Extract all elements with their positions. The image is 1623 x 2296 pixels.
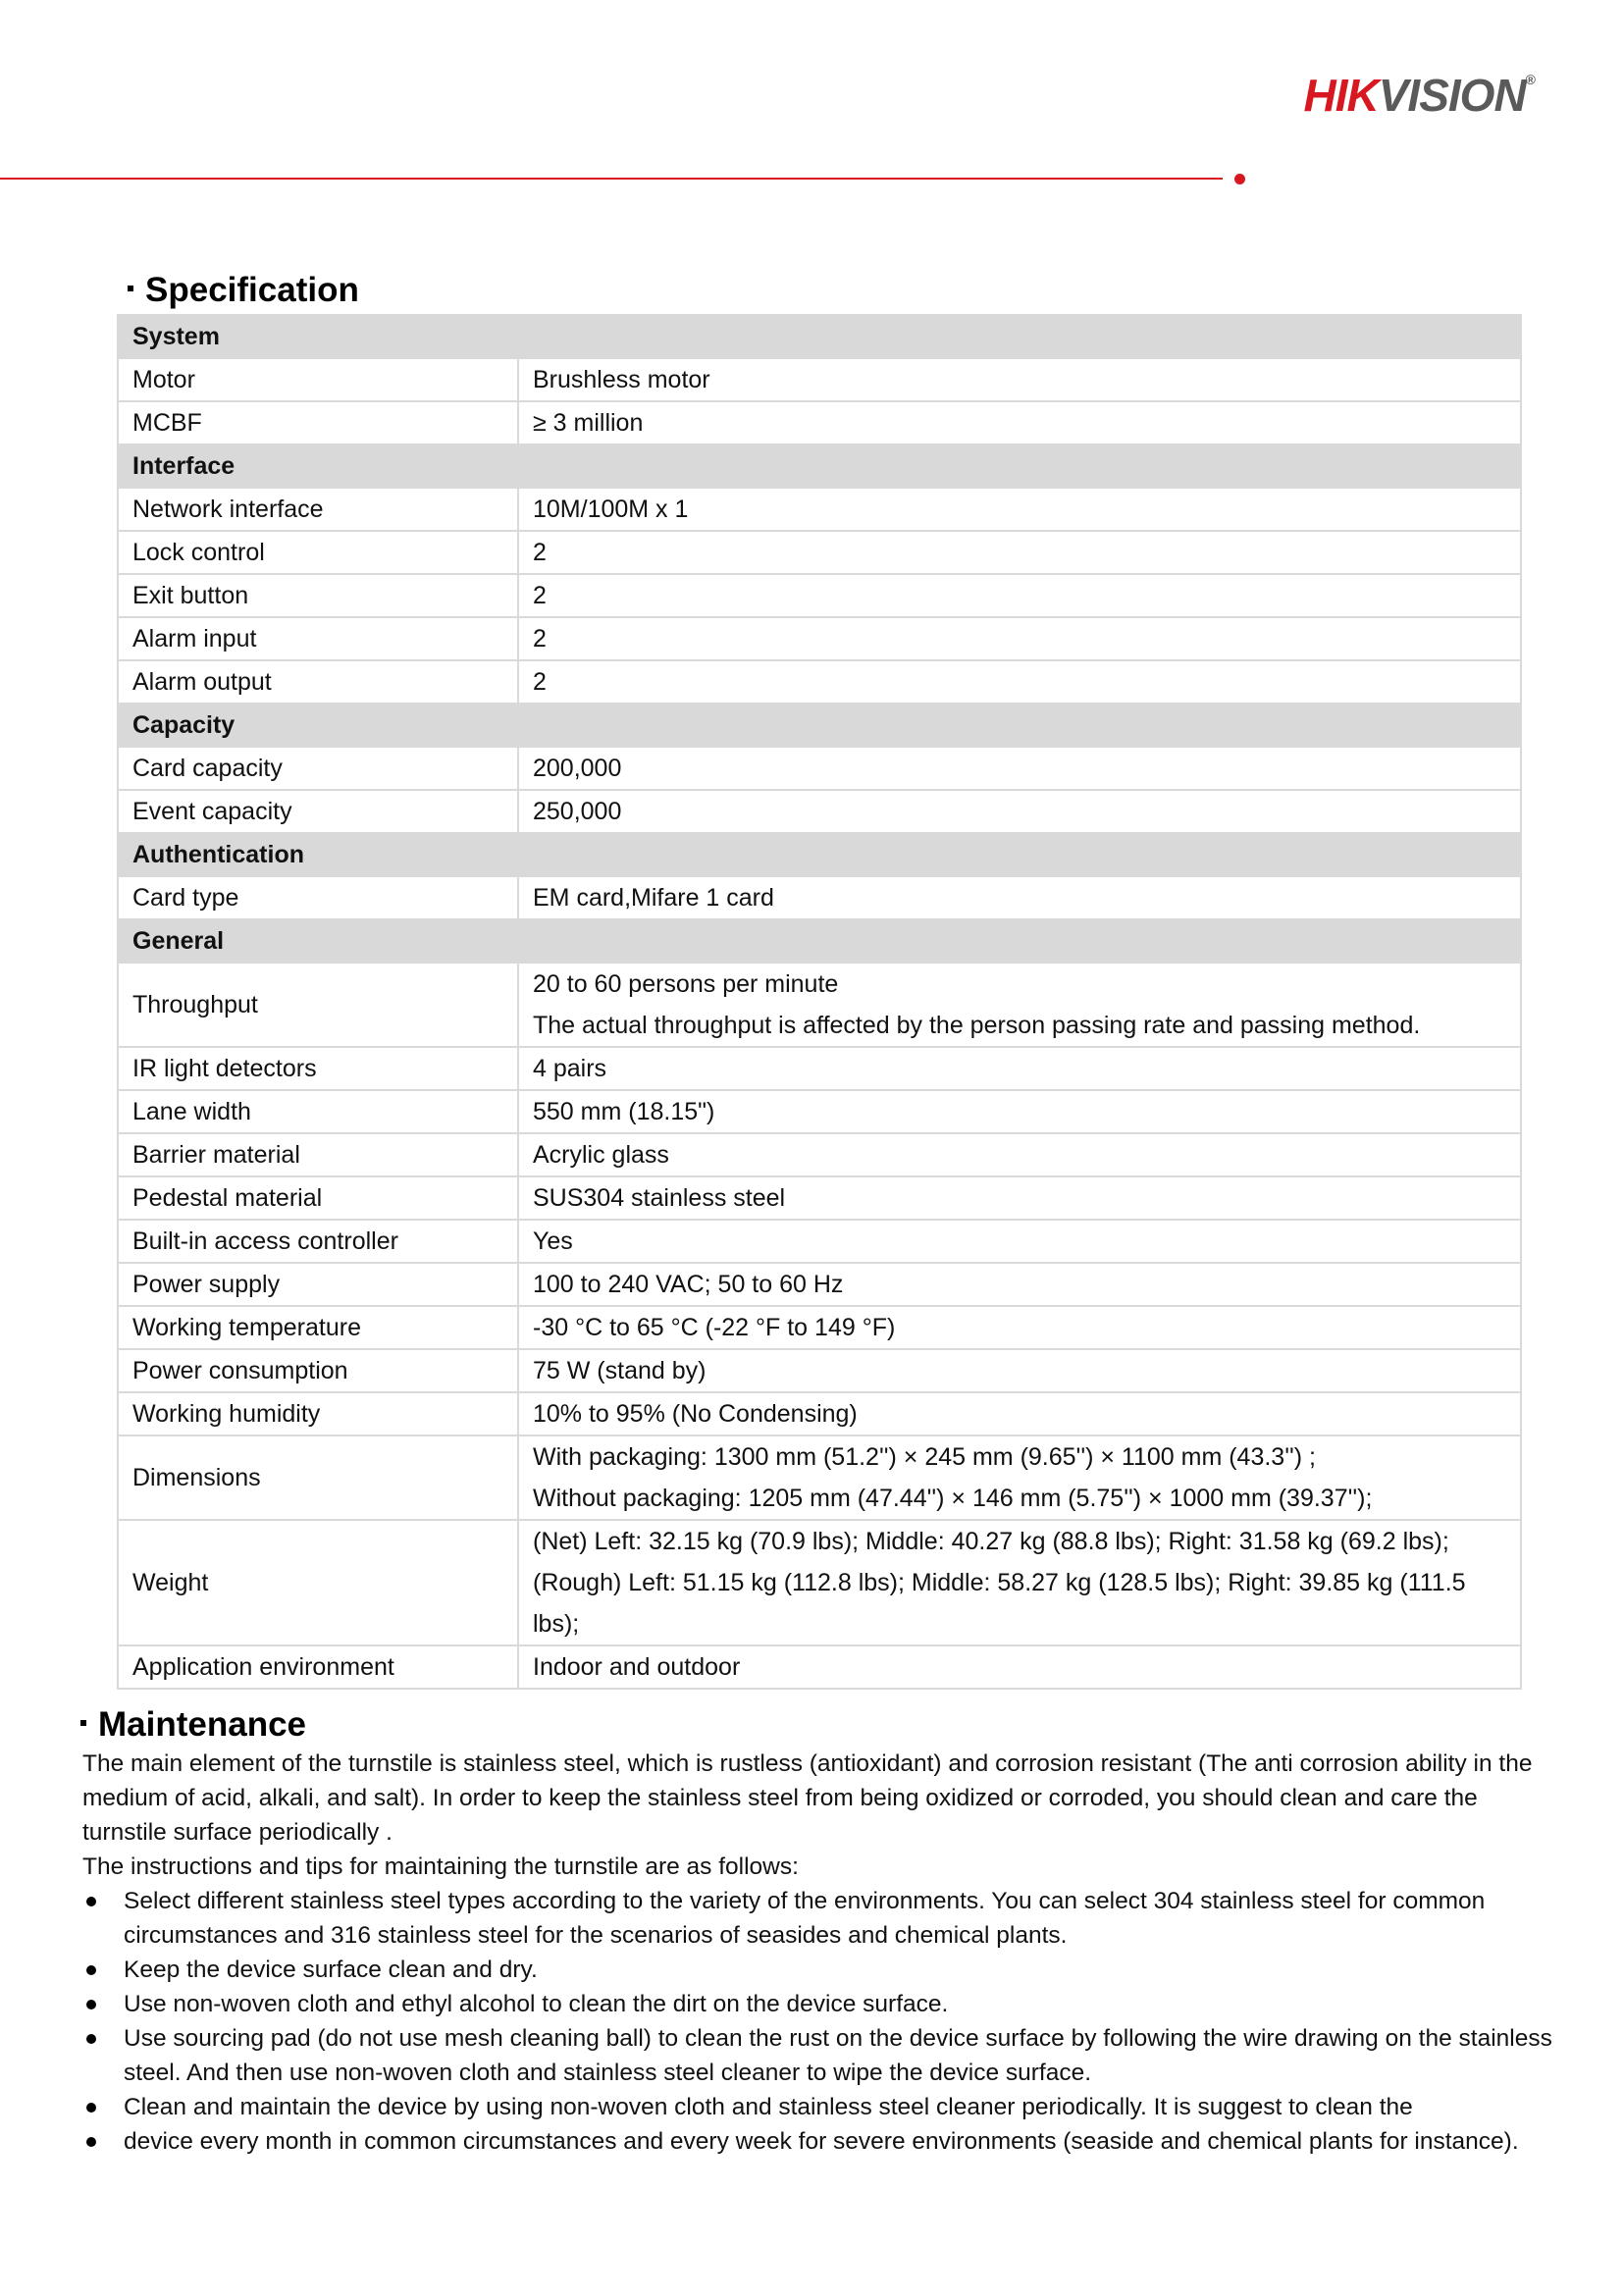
spec-group-row [118,919,1521,963]
spec-value-line: 2 [533,539,547,566]
spec-row [118,660,1521,704]
spec-row [118,401,1521,444]
spec-value [518,1392,1521,1435]
heading-square-icon [80,1720,86,1726]
spec-row [118,1047,1521,1090]
spec-row [118,1090,1521,1133]
spec-group-label: Authentication [118,833,518,876]
heading-square-icon [128,286,133,291]
spec-group-row [118,315,1521,358]
spec-label: Alarm input [118,617,518,660]
spec-value-line: 250,000 [533,798,622,825]
spec-value [518,531,1521,574]
spec-value-line: EM card,Mifare 1 card [533,884,774,912]
spec-row [118,531,1521,574]
spec-value-line: Indoor and outdoor [533,1653,741,1681]
spec-value-line: 20 to 60 persons per minute [533,970,839,998]
spec-label: Lane width [118,1090,518,1133]
spec-label: Network interface [118,488,518,531]
spec-label: IR light detectors [118,1047,518,1090]
spec-value-line: 200,000 [533,755,622,782]
bullet-icon [86,2137,96,2147]
maintenance-list-item [82,2090,1554,2124]
spec-row [118,876,1521,919]
maintenance-list-text: Use sourcing pad (do not use mesh cleaning ball) to clean the rust on the device surface by following the wire drawing on the stainless steel. And then use non-woven cloth and stainless steel cleaner to wipe the device surface. [124,2025,1552,2086]
spec-value-line: 100 to 240 VAC; 50 to 60 Hz [533,1271,844,1298]
spec-group-row [118,833,1521,876]
spec-row [118,790,1521,833]
spec-group-empty-cell [518,704,1521,747]
spec-value [518,1047,1521,1090]
maintenance-paragraph: The instructions and tips for maintaining the turnstile are as follows: [82,1853,799,1880]
spec-value-line: ≥ 3 million [533,409,644,437]
spec-row [118,1392,1521,1435]
spec-label: Power supply [118,1263,518,1306]
spec-label: MCBF [118,401,518,444]
spec-value [518,876,1521,919]
specification-heading [128,271,359,310]
spec-group-empty-cell [518,919,1521,963]
logo-gray-text: VISION [1378,70,1526,121]
maintenance-paragraph: The main element of the turnstile is stainless steel, which is rustless (antioxidant) and corrosion resistant (The anti corrosion ability in the medium of acid, alkali, and salt). In order to keep the stainless steel from being oxidized or corroded, you should clean and care the turnstile surface periodically . [82,1750,1533,1846]
spec-label: Throughput [118,963,518,1047]
spec-value-line: lbs); [533,1610,580,1638]
spec-value-line: 75 W (stand by) [533,1357,707,1384]
spec-row [118,1645,1521,1689]
spec-value-line: -30 °C to 65 °C (-22 °F to 149 °F) [533,1314,896,1341]
maintenance-list-text: Select different stainless steel types according to the variety of the environments. You can select 304 stainless steel for common circumstances and 316 stainless steel for the scenarios of seasides and chemical plants. [124,1888,1486,1949]
spec-value-line: Yes [533,1227,573,1255]
spec-row [118,747,1521,790]
spec-value [518,660,1521,704]
spec-group-empty-cell [518,315,1521,358]
spec-value [518,1306,1521,1349]
header-rule-dot [1234,174,1245,184]
spec-label: Exit button [118,574,518,617]
spec-row [118,1263,1521,1306]
spec-label: Lock control [118,531,518,574]
spec-label: Working temperature [118,1306,518,1349]
spec-value-line: SUS304 stainless steel [533,1184,786,1212]
maintenance-list-text: Use non-woven cloth and ethyl alcohol to clean the dirt on the device surface. [124,1991,949,2017]
bullet-icon [86,2000,96,2009]
spec-label: Dimensions [118,1435,518,1520]
maintenance-list-item [82,1884,1554,1953]
spec-row [118,963,1521,1047]
spec-value-line: (Net) Left: 32.15 kg (70.9 lbs); Middle: 40.27 kg (88.8 lbs); Right: 31.58 kg (69.2 lbs); [533,1528,1449,1555]
spec-value [518,574,1521,617]
spec-value-line: Acrylic glass [533,1141,669,1169]
maintenance-list-text: Keep the device surface clean and dry. [124,1957,538,1983]
spec-value [518,1133,1521,1176]
maintenance-list-text: Clean and maintain the device by using non-woven cloth and stainless steel cleaner periodically. It is suggest to clean the [124,2094,1413,2120]
spec-label: Motor [118,358,518,401]
spec-value-line: Brushless motor [533,366,710,393]
spec-value [518,1349,1521,1392]
spec-row [118,574,1521,617]
spec-value [518,1435,1521,1520]
specification-heading-text: Specification [145,271,359,309]
spec-value [518,1090,1521,1133]
maintenance-paragraphs [82,1747,1554,1884]
maintenance-section [82,1747,1554,2159]
spec-value [518,1645,1521,1689]
registered-mark: ® [1525,72,1535,87]
maintenance-list-item [82,2021,1554,2090]
spec-row [118,1349,1521,1392]
specification-table [117,314,1522,1690]
spec-value [518,1220,1521,1263]
bullet-icon [86,1897,96,1906]
spec-value-line: The actual throughput is affected by the person passing rate and passing method. [533,1012,1421,1039]
spec-label: Power consumption [118,1349,518,1392]
header-rule [0,178,1223,180]
spec-group-row [118,704,1521,747]
spec-value [518,1176,1521,1220]
spec-label: Card capacity [118,747,518,790]
hikvision-logo [1303,70,1536,121]
spec-value-line: 4 pairs [533,1055,607,1082]
spec-group-row [118,444,1521,488]
spec-label: Event capacity [118,790,518,833]
spec-row [118,1220,1521,1263]
spec-label: Application environment [118,1645,518,1689]
spec-value-line: 10% to 95% (No Condensing) [533,1400,858,1428]
spec-value [518,790,1521,833]
spec-group-label: Capacity [118,704,518,747]
spec-row [118,1520,1521,1645]
spec-row [118,1435,1521,1520]
spec-row [118,1306,1521,1349]
maintenance-list-text: device every month in common circumstances and every week for severe environments (seaside and chemical plants for instance). [124,2128,1519,2155]
spec-row [118,1133,1521,1176]
specification-table-body [118,315,1521,1689]
bullet-icon [86,1965,96,1975]
spec-label: Barrier material [118,1133,518,1176]
spec-row [118,1176,1521,1220]
spec-value [518,617,1521,660]
spec-value [518,488,1521,531]
maintenance-list-item [82,2124,1554,2159]
maintenance-list-item [82,1953,1554,1987]
spec-group-label: General [118,919,518,963]
maintenance-list [82,1884,1554,2159]
spec-label: Alarm output [118,660,518,704]
spec-label: Pedestal material [118,1176,518,1220]
spec-value-line: With packaging: 1300 mm (51.2'') × 245 mm (9.65'') × 1100 mm (43.3'') ; [533,1443,1316,1471]
spec-group-label: Interface [118,444,518,488]
spec-row [118,488,1521,531]
spec-value [518,747,1521,790]
spec-value-line: 2 [533,582,547,609]
spec-row [118,358,1521,401]
spec-value-line: 10M/100M x 1 [533,496,689,523]
spec-value [518,1520,1521,1645]
spec-group-empty-cell [518,444,1521,488]
spec-value [518,963,1521,1047]
logo-red-text: HIK [1303,70,1379,121]
maintenance-heading-text: Maintenance [98,1705,306,1744]
bullet-icon [86,2103,96,2113]
spec-value-line: 2 [533,668,547,696]
spec-value-line: Without packaging: 1205 mm (47.44'') × 146 mm (5.75'') × 1000 mm (39.37''); [533,1485,1373,1512]
spec-value-line: (Rough) Left: 51.15 kg (112.8 lbs); Middle: 58.27 kg (128.5 lbs); Right: 39.85 kg (111.5 [533,1569,1466,1596]
spec-label: Working humidity [118,1392,518,1435]
spec-label: Built-in access controller [118,1220,518,1263]
spec-value-line: 2 [533,625,547,652]
maintenance-heading [80,1705,306,1745]
bullet-icon [86,2034,96,2044]
spec-label: Weight [118,1520,518,1645]
spec-group-empty-cell [518,833,1521,876]
spec-value-line: 550 mm (18.15") [533,1098,715,1125]
maintenance-list-item [82,1987,1554,2021]
spec-label: Card type [118,876,518,919]
spec-row [118,617,1521,660]
spec-value [518,401,1521,444]
spec-value [518,358,1521,401]
spec-value [518,1263,1521,1306]
spec-group-label: System [118,315,518,358]
